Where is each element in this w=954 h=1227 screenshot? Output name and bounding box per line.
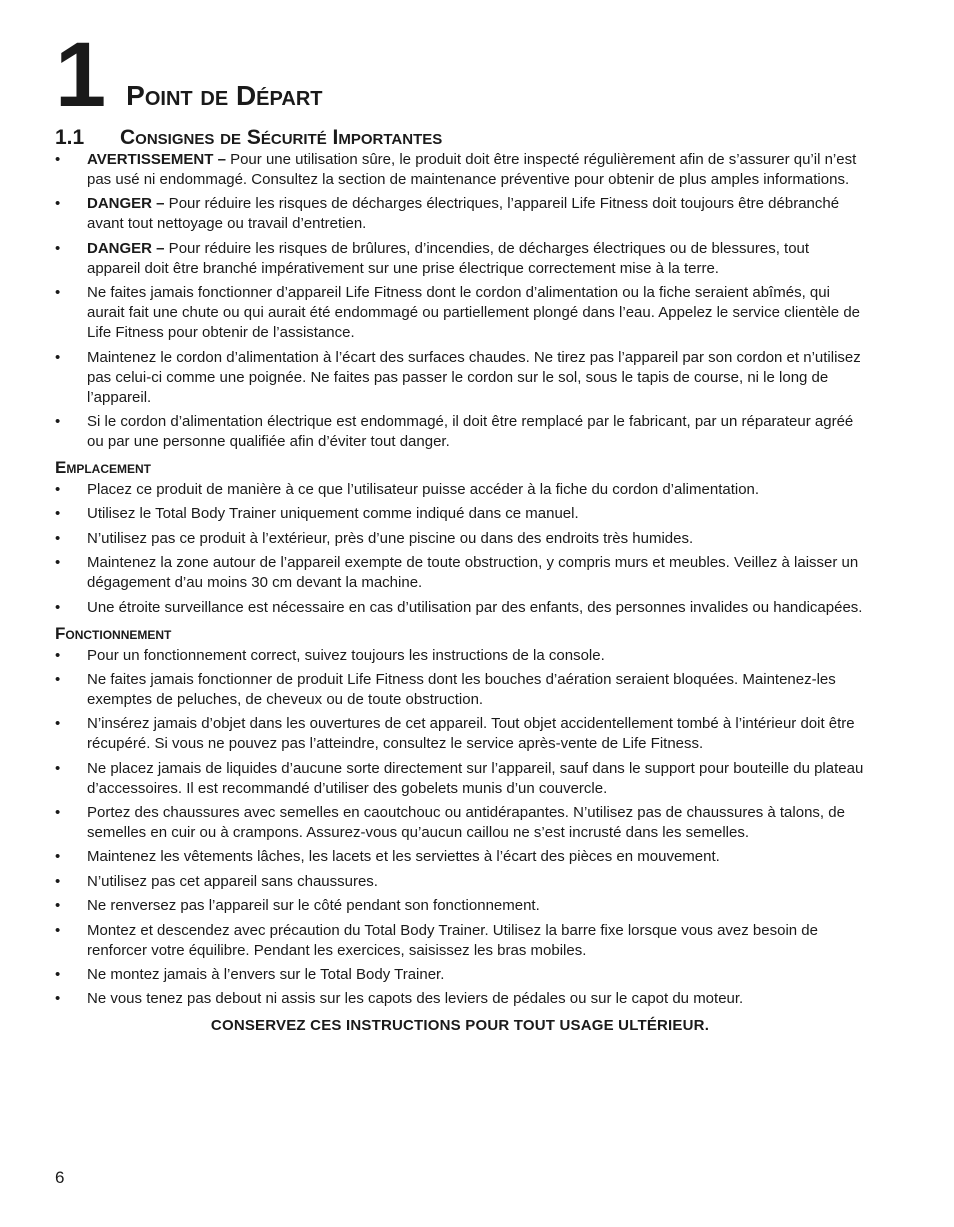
bullet-icon: • (55, 239, 61, 257)
item-text: N’utilisez pas cet appareil sans chaussures. (87, 872, 378, 890)
bullet-icon: • (55, 848, 61, 866)
list-item (55, 553, 865, 593)
list-item (55, 239, 865, 279)
item-text: Ne vous tenez pas debout ni assis sur les capots des leviers de pédales ou sur le capot du moteur. (87, 990, 744, 1008)
item-text: Ne montez jamais à l’envers sur le Total Body Trainer. (87, 966, 445, 984)
list-item (55, 348, 865, 408)
list-item (55, 670, 865, 710)
list-item (55, 872, 865, 892)
footer-note: CONSERVEZ CES INSTRUCTIONS POUR TOUT USAGE ULTÉRIEUR. (210, 1017, 710, 1035)
item-text: Pour réduire les risques de décharges électriques, l’appareil Life Fitness doit toujours être débranché avant tout nettoyage ou travail d’entretien. (87, 195, 840, 233)
item-text: Pour une utilisation sûre, le produit doit être inspecté régulièrement afin de s’assurer qu’il n’est pas usé ni endommagé. Consultez la section de maintenance préventive pour obtenir de plus amples informations. (87, 151, 857, 188)
bullet-icon: • (55, 348, 61, 366)
list-item (55, 714, 865, 754)
item-text: Placez ce produit de manière à ce que l’utilisateur puisse accéder à la fiche du cordon d’alimentation. (87, 480, 760, 498)
fonctionnement-heading: Fonctionnement (55, 623, 172, 643)
list-item (55, 847, 865, 867)
list-item (55, 194, 865, 234)
chapter-title: Point de Départ (126, 80, 323, 111)
bullet-icon: • (55, 670, 61, 688)
bullet-icon: • (55, 480, 61, 498)
bullet-icon: • (55, 872, 61, 890)
bullet-icon: • (55, 966, 61, 984)
bullet-icon: • (55, 151, 61, 168)
item-text: Ne renversez pas l’appareil sur le côté pendant son fonctionnement. (87, 897, 540, 915)
bullet-icon: • (55, 990, 61, 1008)
list-item (55, 504, 865, 524)
section-heading (55, 126, 865, 150)
section-number: 1.1 (55, 126, 85, 149)
item-lead: DANGER – (87, 195, 165, 213)
list-item (55, 283, 865, 343)
list-item (55, 150, 865, 190)
page-number: 6 (55, 1168, 65, 1187)
chapter-heading (55, 24, 865, 126)
item-text: Maintenez les vêtements lâches, les lacets et les serviettes à l’écart des pièces en mouvement. (87, 848, 720, 866)
bullet-icon: • (55, 715, 61, 733)
item-text: Portez des chaussures avec semelles en caoutchouc ou antidérapantes. N’utilisez pas de chaussures à talons, de semelles en cuir ou à crampons. Assurez-vous qu’aucun caillou ne s’est incrusté dans les semelles. (87, 804, 845, 842)
item-text: Maintenez le cordon d’alimentation à l’écart des surfaces chaudes. Ne tirez pas l’appareil par son cordon et n’utilisez pas celui-ci comme une poignée. Ne faites pas passer le cordon sur le sol, sous le tapis de course, ni le long de l’appareil. (87, 348, 861, 406)
bullet-icon: • (55, 554, 61, 572)
fonctionnement-list (55, 646, 865, 1010)
item-text: N’utilisez pas ce produit à l’extérieur, près d’une piscine ou dans des endroits très humides. (87, 529, 694, 547)
item-text: Maintenez la zone autour de l’appareil exempte de toute obstruction, y compris murs et meubles. Veillez à laisser un dégagement d’au moins 30 cm devant la machine. (87, 554, 859, 592)
list-item (55, 803, 865, 843)
item-text: Une étroite surveillance est nécessaire en cas d’utilisation par des enfants, des personnes invalides ou handicapées. (87, 598, 863, 616)
document-page (55, 24, 865, 1035)
list-item (55, 896, 865, 916)
bullet-icon: • (55, 598, 61, 616)
bullet-icon: • (55, 804, 61, 822)
list-item (55, 759, 865, 799)
item-text: Pour un fonctionnement correct, suivez toujours les instructions de la console. (87, 646, 605, 664)
list-item (55, 646, 865, 666)
item-text: Si le cordon d’alimentation électrique est endommagé, il doit être remplacé par le fabricant, par un réparateur agréé ou par une personne qualifiée afin d’éviter tout danger. (87, 412, 854, 450)
bullet-icon: • (55, 759, 61, 777)
item-lead: DANGER – (87, 239, 165, 257)
item-text: Ne faites jamais fonctionner de produit Life Fitness dont les bouches d’aération seraient bloquées. Maintenez-les exemptes de peluches, de cheveux ou de toute obstruction. (87, 670, 836, 708)
bullet-icon: • (55, 505, 61, 523)
bullet-icon: • (55, 921, 61, 939)
item-text: Ne faites jamais fonctionner d’appareil Life Fitness dont le cordon d’alimentation ou la fiche seraient abîmés, qui aurait fait une chute ou qui aurait été endommagé ou partiellement plongé dans l’eau. Appelez le service clientèle de Life Fitness pour obtenir de l’assistance. (87, 284, 861, 342)
list-item (55, 989, 865, 1009)
bullet-icon: • (55, 897, 61, 915)
section-title: Consignes de Sécurité Importantes (120, 126, 443, 149)
list-item (55, 412, 865, 452)
item-text: Pour réduire les risques de brûlures, d’incendies, de décharges électriques ou de blessures, tout appareil doit être branché impérativement sur une prise électrique correctement mise à la terre. (87, 239, 810, 277)
safety-list (55, 150, 865, 452)
list-item (55, 529, 865, 549)
list-item (55, 598, 865, 618)
item-text: Montez et descendez avec précaution du Total Body Trainer. Utilisez la barre fixe lorsque vous avez besoin de renforcer votre équilibre. Pendant les exercices, saisissez les bras mobiles. (87, 921, 818, 959)
list-item (55, 965, 865, 985)
emplacement-list (55, 480, 865, 618)
list-item (55, 921, 865, 961)
bullet-icon: • (55, 646, 61, 664)
item-text: N’insérez jamais d’objet dans les ouvertures de cet appareil. Tout objet accidentellement tombé à l’intérieur doit être récupéré. Si vous ne pouvez pas l’atteindre, consultez le service après-vente de Life Fitness. (87, 715, 855, 753)
item-lead: AVERTISSEMENT – (87, 151, 226, 168)
chapter-number: 1 (55, 24, 105, 126)
item-text: Utilisez le Total Body Trainer uniquement comme indiqué dans ce manuel. (87, 505, 579, 523)
bullet-icon: • (55, 284, 61, 302)
bullet-icon: • (55, 412, 61, 430)
emplacement-heading: Emplacement (55, 457, 152, 477)
list-item (55, 480, 865, 500)
item-text: Ne placez jamais de liquides d’aucune sorte directement sur l’appareil, sauf dans le support pour bouteille du plateau d’accessoires. Il est recommandé d’utiliser des gobelets munis d’un couvercle. (87, 759, 864, 797)
bullet-icon: • (55, 529, 61, 547)
bullet-icon: • (55, 195, 61, 213)
